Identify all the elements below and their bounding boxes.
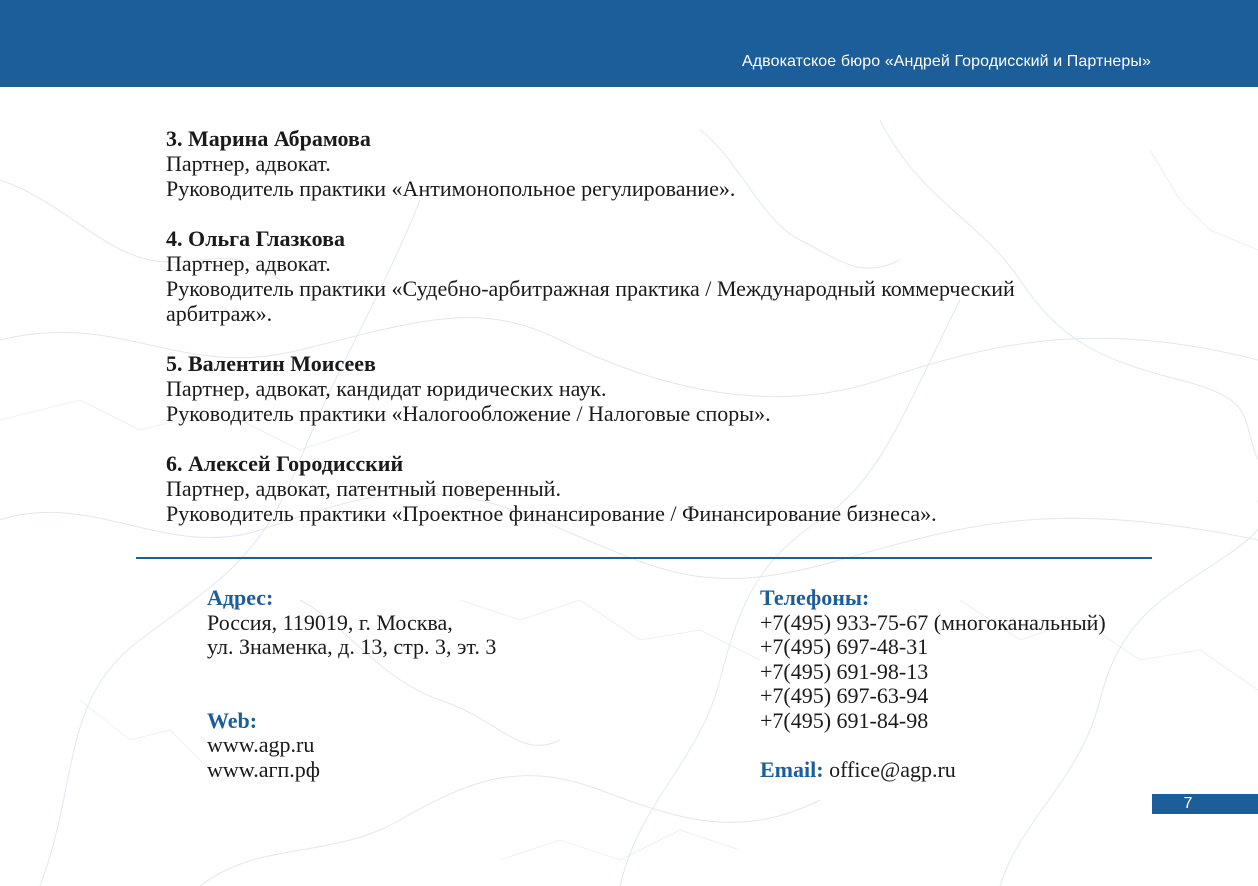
partner-name: 6. Алексей Городисский <box>166 451 404 476</box>
partner-practice: Руководитель практики «Антимонопольное регулирование». <box>166 176 736 201</box>
partner-position: Партнер, адвокат. <box>166 251 331 276</box>
partner-entry <box>166 451 1146 526</box>
partner-entry <box>166 126 1146 201</box>
address-label: Адрес: <box>207 585 274 610</box>
phones-label: Телефоны: <box>760 585 870 610</box>
partner-position: Партнер, адвокат, патентный поверенный. <box>166 476 561 501</box>
partner-position: Партнер, адвокат. <box>166 151 331 176</box>
contacts-right-column <box>760 586 1106 783</box>
phone-number: +7(495) 933-75-67 (многоканальный) <box>760 609 1106 635</box>
partners-list <box>166 126 1146 551</box>
header-bar <box>0 0 1258 87</box>
page-number-bar <box>1152 794 1258 814</box>
address-line: ул. Знаменка, д. 13, стр. 3, эт. 3 <box>207 634 497 659</box>
email-link[interactable]: office@agp.ru <box>829 757 956 782</box>
partner-practice-continued: арбитраж». <box>166 301 273 326</box>
email-block <box>760 758 1106 783</box>
partner-practice: Руководитель практики «Налогообложение / Налоговые споры». <box>166 401 771 426</box>
partner-position: Партнер, адвокат, кандидат юридических наук. <box>166 376 607 401</box>
partner-name: 4. Ольга Глазкова <box>166 226 345 251</box>
partner-name: 3. Марина Абрамова <box>166 126 371 151</box>
web-block <box>207 709 496 783</box>
address-block <box>207 586 496 660</box>
web-label: Web: <box>207 707 258 733</box>
section-divider <box>136 557 1152 559</box>
phones-block <box>760 586 1106 733</box>
partner-name: 5. Валентин Моисеев <box>166 351 376 376</box>
address-line: Россия, 119019, г. Москва, <box>207 609 453 635</box>
partner-practice: Руководитель практики «Проектное финансирование / Финансирование бизнеса». <box>166 501 937 526</box>
phone-number: +7(495) 697-63-94 <box>760 683 929 708</box>
email-label: Email: <box>760 757 824 782</box>
firm-title: Адвокатское бюро «Андрей Городисский и Партнеры» <box>741 53 1151 70</box>
partner-practice: Руководитель практики «Судебно-арбитражная практика / Международный коммерческий <box>166 276 1015 301</box>
page-number: 7 <box>1183 795 1193 812</box>
phone-number: +7(495) 691-98-13 <box>760 658 929 684</box>
partner-entry <box>166 226 1146 326</box>
phone-number: +7(495) 691-84-98 <box>760 707 929 733</box>
partner-entry <box>166 351 1146 426</box>
contacts-left-column <box>207 586 496 782</box>
web-link[interactable]: www.агп.рф <box>207 756 321 782</box>
web-link[interactable]: www.agp.ru <box>207 732 315 757</box>
phone-number: +7(495) 697-48-31 <box>760 634 929 659</box>
